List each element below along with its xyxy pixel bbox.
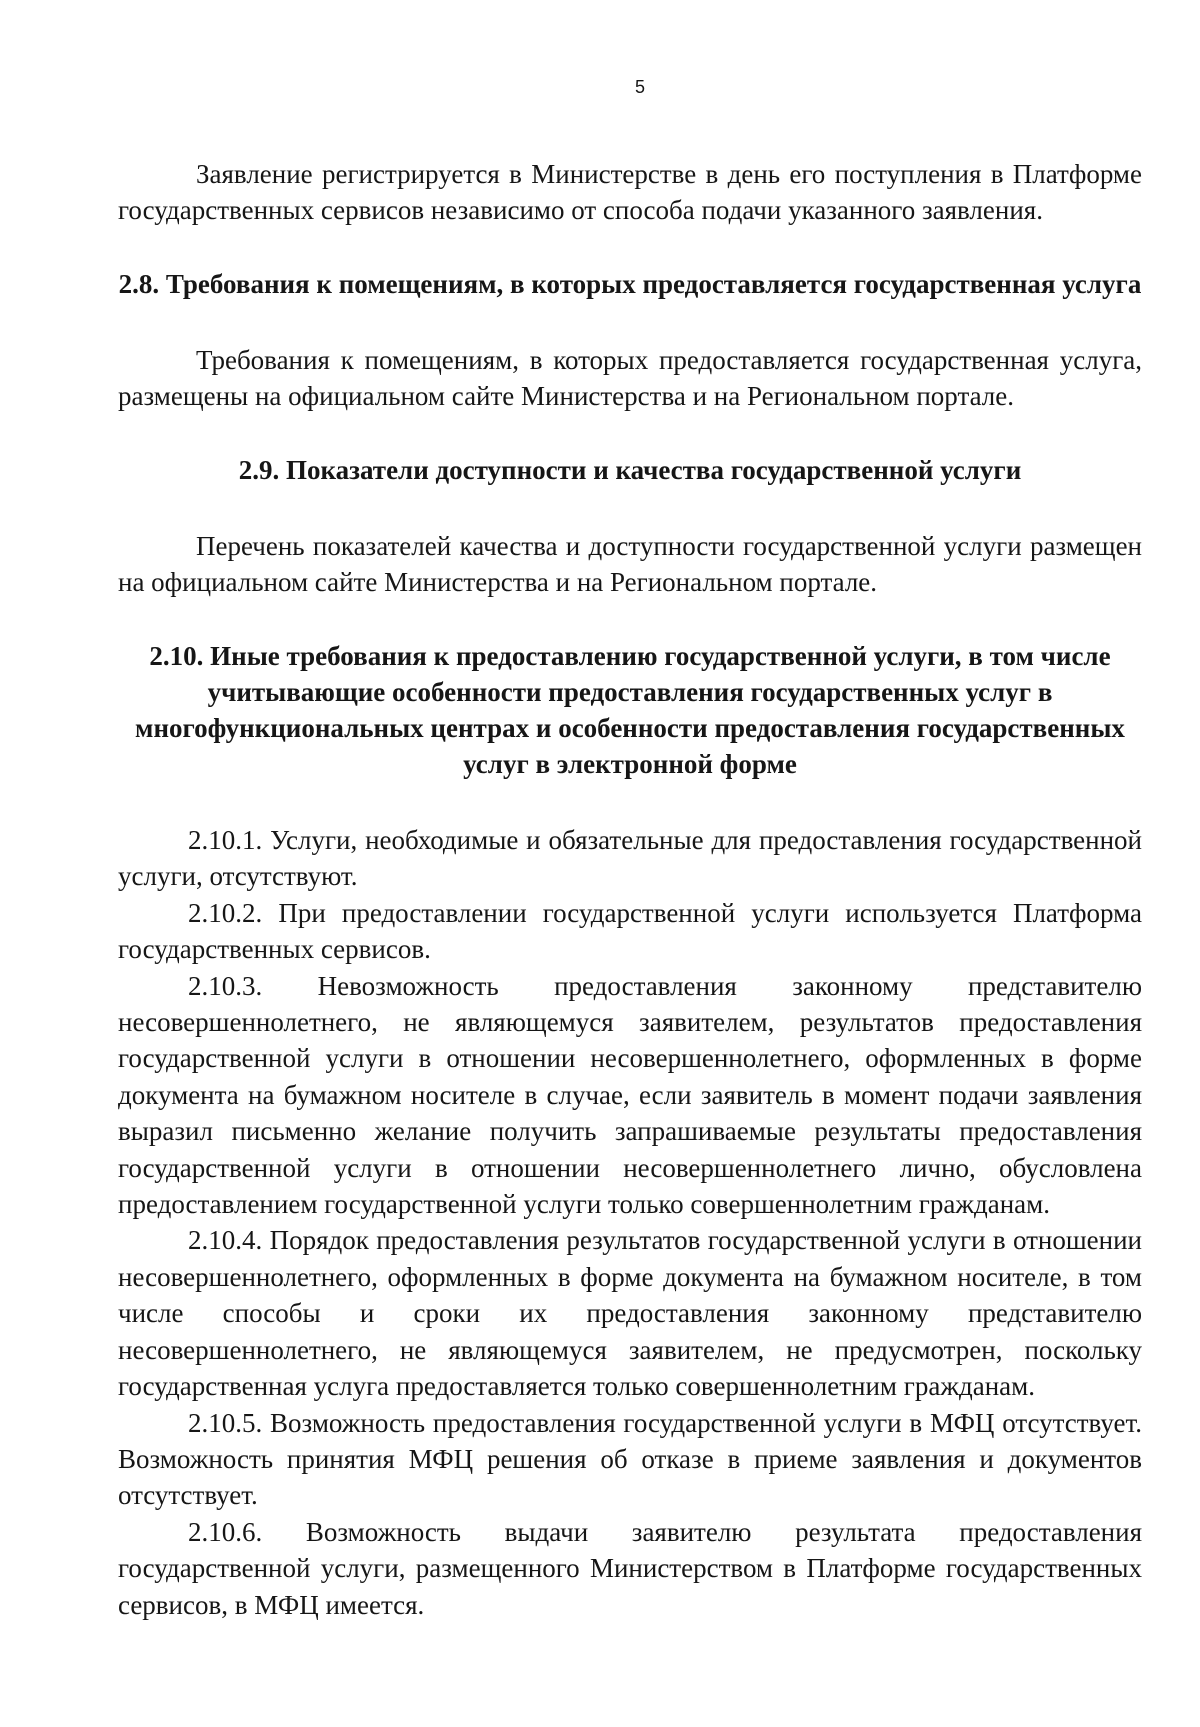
section-2-10-list xyxy=(118,822,1142,1623)
list-item-2-10-1: 2.10.1. Услуги, необходимые и обязательные для предоставления государственной услуги, отсутствуют. xyxy=(118,825,1142,892)
section-2-9-heading: 2.9. Показатели доступности и качества государственной услуги xyxy=(238,455,1022,485)
section-2-10-heading: 2.10. Иные требования к предоставлению государственной услуги, в том числе учитывающие особенности предоставления государственных услуг в многофункциональных центрах и особенности предоставления государственных услуг в электронной форме xyxy=(135,641,1125,779)
list-item-2-10-4: 2.10.4. Порядок предоставления результатов государственной услуги в отношении несовершеннолетнего, оформленных в форме документа на бумажном носителе, в том числе способы и сроки их предоставления законному представителю несовершеннолетнего, не являющемуся заявителем, не предусмотрен, поскольку государственная услуга предоставляется только совершеннолетним гражданам. xyxy=(118,1225,1142,1402)
section-2-9-text: Перечень показателей качества и доступности государственной услуги размещен на официальном сайте Министерства и на Региональном портале. xyxy=(118,531,1142,597)
section-2-8-text: Требования к помещениям, в которых предоставляется государственная услуга, размещены на официальном сайте Министерства и на Региональном портале. xyxy=(118,345,1142,411)
list-item-2-10-5: 2.10.5. Возможность предоставления государственной услуги в МФЦ отсутствует. Возможность принятия МФЦ решения об отказе в приеме заявления и документов отсутствует. xyxy=(118,1407,1142,1511)
intro-paragraph: Заявление регистрируется в Министерстве в день его поступления в Платформе государственных сервисов независимо от способа подачи указанного заявления. xyxy=(118,159,1142,225)
page-number: 5 xyxy=(634,77,645,97)
section-2-8-heading: 2.8. Требования к помещениям, в которых предоставляется государственная услуга xyxy=(118,269,1142,299)
list-item-2-10-2: 2.10.2. При предоставлении государственной услуги используется Платформа государственных сервисов. xyxy=(118,897,1142,965)
list-item-2-10-6: 2.10.6. Возможность выдачи заявителю результата предоставления государственной услуги, размещенного Министерством в Платформе государственных сервисов, в МФЦ имеется. xyxy=(118,1516,1142,1620)
list-item-2-10-3: 2.10.3. Невозможность предоставления законному представителю несовершеннолетнего, не являющемуся заявителем, результатов предоставления государственной услуги в отношении несовершеннолетнего, оформленных в форме документа на бумажном носителе в случае, если заявитель в момент подачи заявления выразил письменно желание получить запрашиваемые результаты предоставления государственной услуги в отношении несовершеннолетнего лично, обусловлена предоставлением государственной услуги только совершеннолетним гражданам. xyxy=(118,970,1142,1220)
